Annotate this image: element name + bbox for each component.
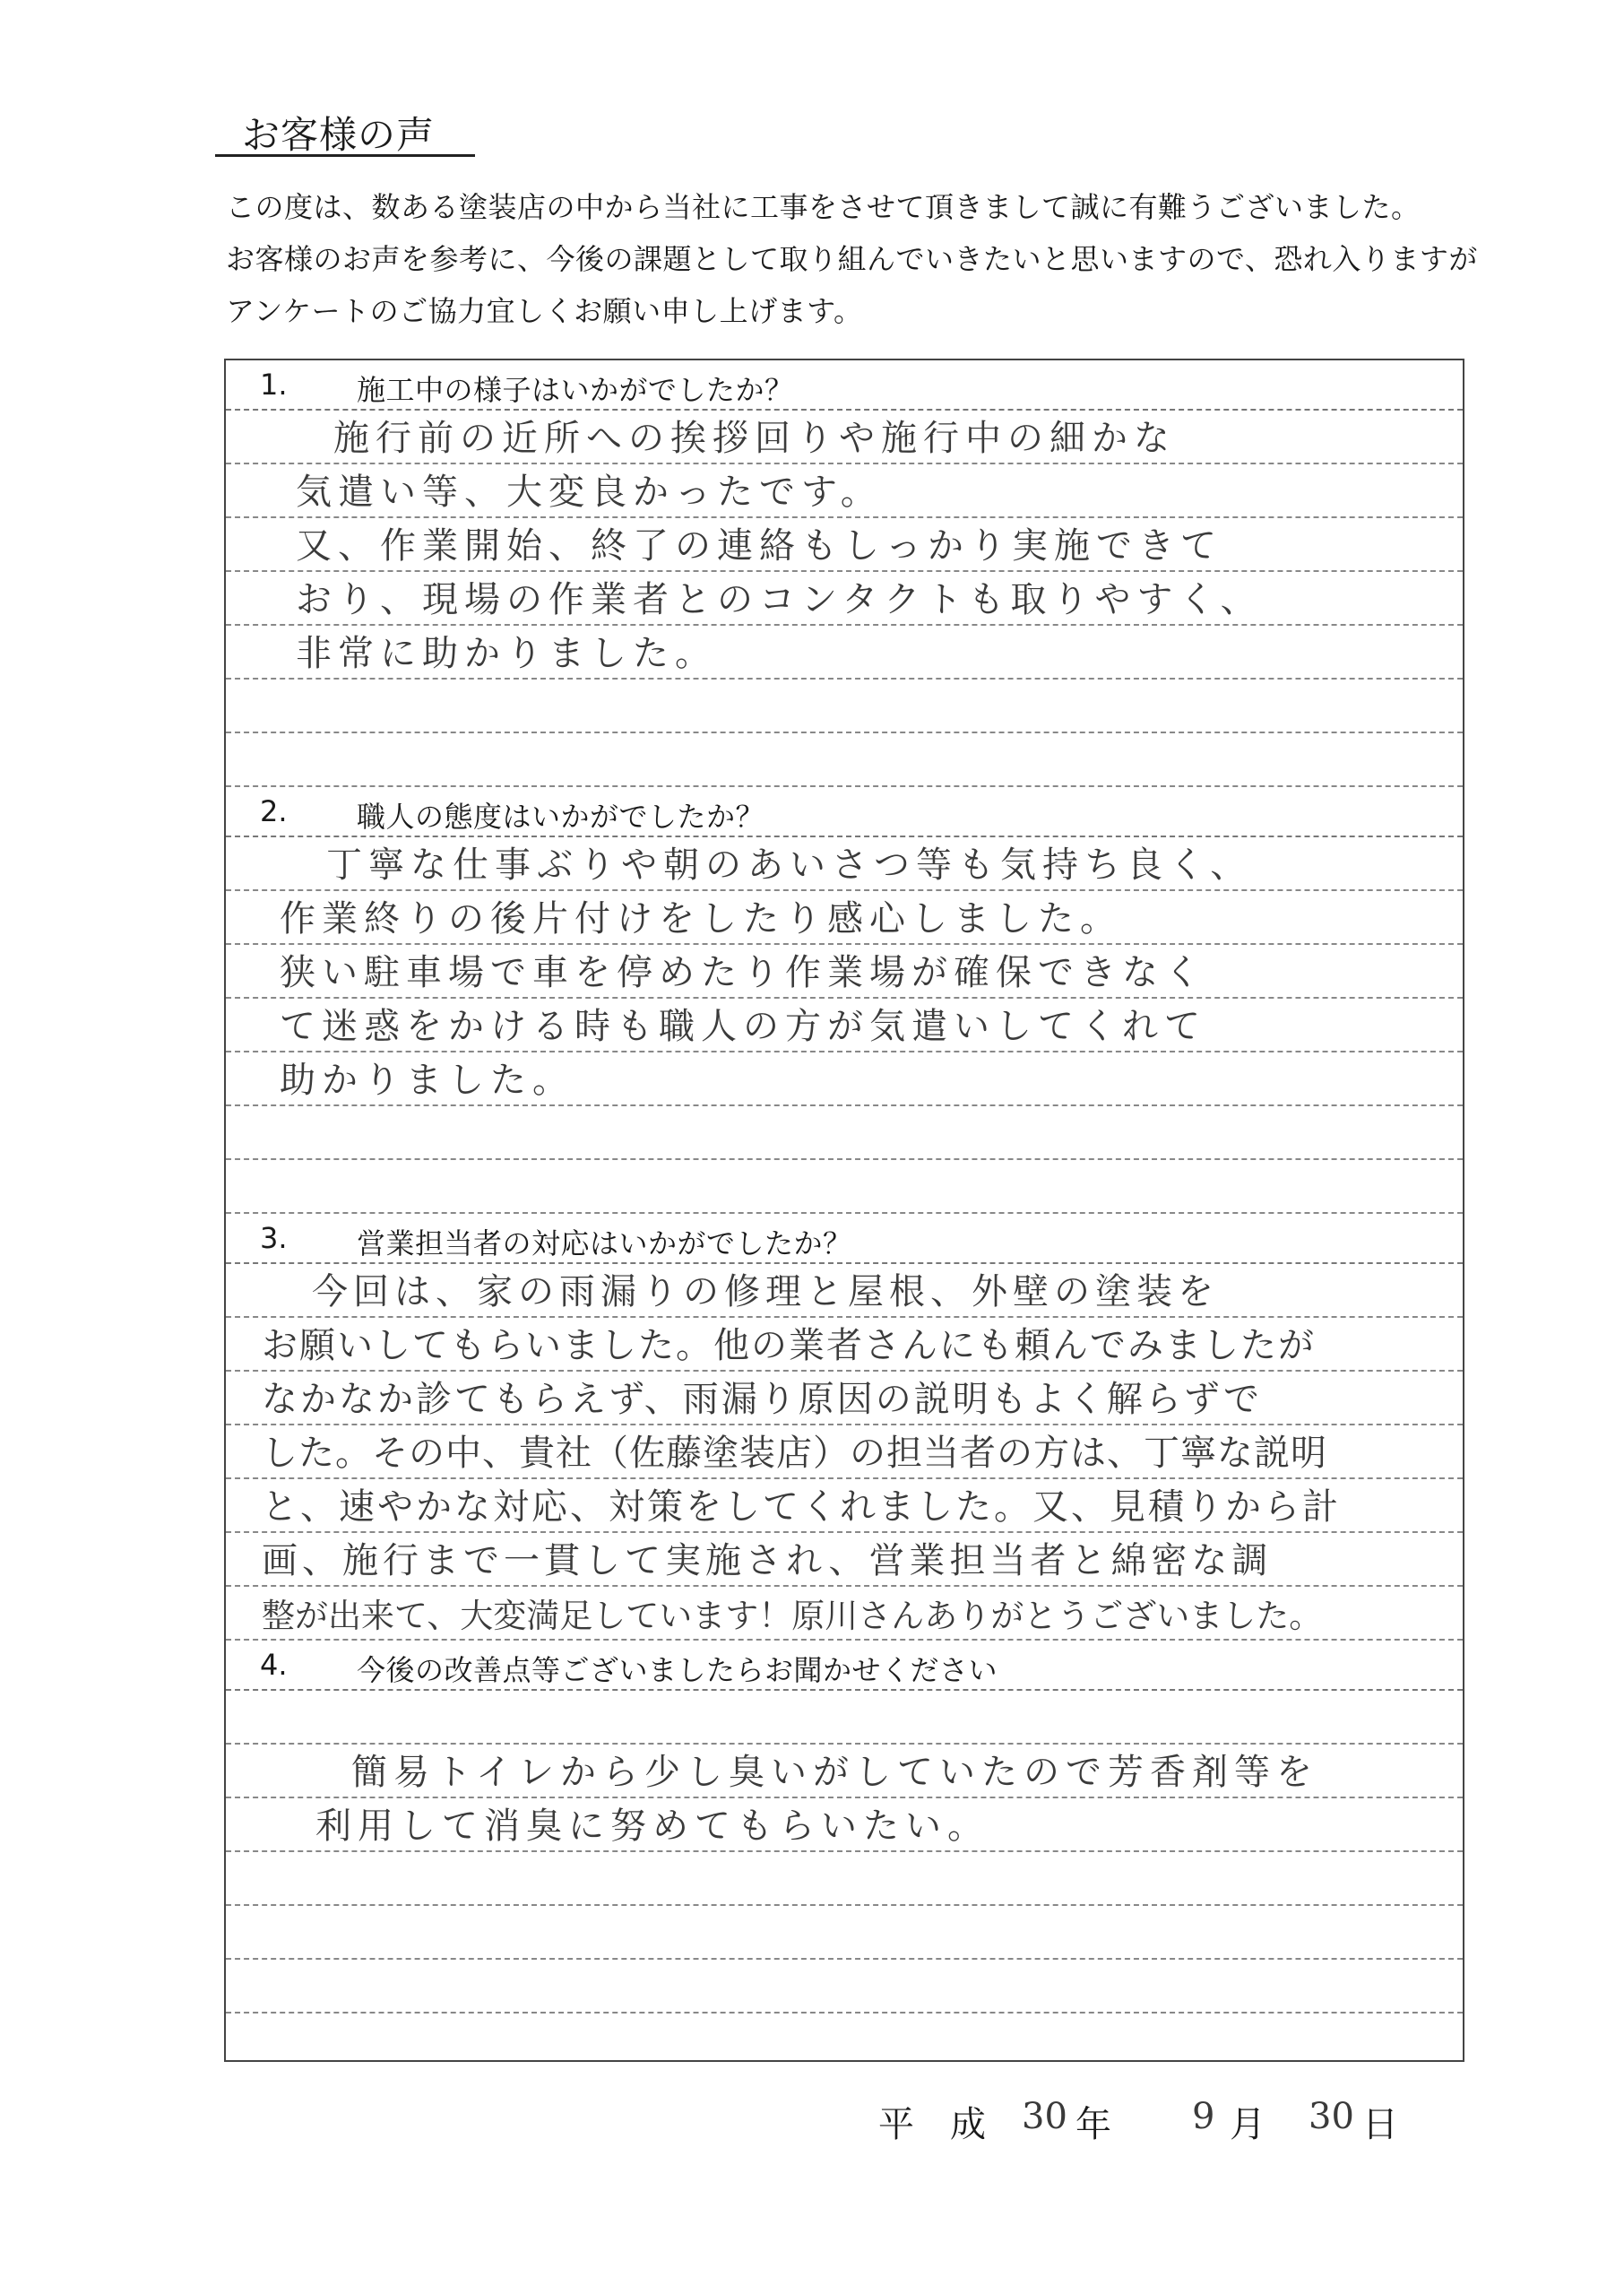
answer-line <box>226 837 1463 891</box>
answer-line <box>226 1533 1463 1587</box>
answer-line <box>226 411 1463 464</box>
question-text: 施工中の様子はいかがでしたか？ <box>357 373 794 407</box>
answer-line <box>226 733 1463 787</box>
answer-line <box>226 891 1463 945</box>
answer-line <box>226 680 1463 733</box>
question-number: 4. <box>260 1648 288 1682</box>
question-text: 職人の態度はいかがでしたか？ <box>357 800 765 834</box>
date-day: 30 <box>1309 2096 1354 2137</box>
intro-line: この度は、数ある塗装店の中から当社に工事をさせて頂きまして誠に有難うございました。 <box>226 190 1421 224</box>
handwritten-answer: と、速やかな対応、対策をしてくれました。又、見積りから計 <box>262 1486 1341 1528</box>
answer-line <box>226 1479 1463 1533</box>
handwritten-answer: て迷惑をかける時も職人の方が気遣いしてくれて <box>280 1006 1206 1047</box>
handwritten-answer: 気遣い等、大変良かったです。 <box>296 472 883 513</box>
date-year-unit: 年 <box>1075 2104 1111 2145</box>
answer-line <box>226 999 1463 1052</box>
answer-line <box>226 945 1463 999</box>
handwritten-answer: 助かりました。 <box>280 1060 574 1101</box>
handwritten-answer: おり、現場の作業者とのコンタクトも取りやすく、 <box>296 579 1263 620</box>
handwritten-answer: なかなか診てもらえず、雨漏り原因の説明もよく解らずで <box>262 1379 1262 1420</box>
handwritten-answer: 施行前の近所への挨拶回りや施行中の細かな <box>333 418 1176 459</box>
date-month-unit: 月 <box>1230 2104 1266 2145</box>
handwritten-answer: 整が出来て、大変満足しています！原川さんありがとうございました。 <box>262 1597 1323 1635</box>
answer-line <box>226 518 1463 572</box>
answer-line <box>226 572 1463 626</box>
question-2-header <box>226 787 1463 837</box>
answer-line <box>226 1691 1463 1745</box>
answer-line <box>226 1318 1463 1372</box>
question-text: 営業担当者の対応はいかがでしたか？ <box>357 1226 852 1260</box>
survey-form <box>224 359 1464 2062</box>
handwritten-answer: 今回は、家の雨漏りの修理と屋根、外壁の塗装を <box>312 1271 1219 1312</box>
answer-line <box>226 1906 1463 1960</box>
answer-line <box>226 1106 1463 1160</box>
question-4-header <box>226 1641 1463 1691</box>
handwritten-answer: 画、施行まで一貫して実施され、営業担当者と綿密な調 <box>262 1540 1273 1581</box>
answer-line <box>226 626 1463 680</box>
answer-line <box>226 1798 1463 1852</box>
intro-line: アンケートのご協力宜しくお願い申し上げます。 <box>226 294 863 328</box>
question-text: 今後の改善点等ございましたらお聞かせください <box>357 1653 998 1687</box>
answer-line <box>226 1587 1463 1641</box>
title-underline <box>215 154 475 157</box>
answer-line <box>226 1052 1463 1106</box>
handwritten-answer: 丁寧な仕事ぶりや朝のあいさつ等も気持ち良く、 <box>326 844 1253 886</box>
question-number: 3. <box>260 1221 288 1255</box>
date-month: 9 <box>1192 2096 1215 2137</box>
date-era: 平 成 <box>878 2104 986 2145</box>
question-3-header <box>226 1214 1463 1264</box>
question-1-header <box>226 360 1463 411</box>
handwritten-answer: 利用して消臭に努めてもらいたい。 <box>315 1806 989 1847</box>
answer-line <box>226 1425 1463 1479</box>
handwritten-answer: お願いしてもらいました。他の業者さんにも頼んでみましたが <box>262 1325 1316 1366</box>
answer-line <box>226 1960 1463 2014</box>
answer-line <box>226 1852 1463 1906</box>
intro-line: お客様のお声を参考に、今後の課題として取り組んでいきたいと思いますので、恐れ入りますが <box>226 242 1478 276</box>
answer-line <box>226 1372 1463 1425</box>
question-number: 2. <box>260 794 288 828</box>
handwritten-answer: 非常に助かりました。 <box>296 633 717 674</box>
answer-line <box>226 464 1463 518</box>
answer-line <box>226 1160 1463 1214</box>
answer-line <box>226 1264 1463 1318</box>
page-title: お客様の声 <box>242 113 436 157</box>
intro-text <box>226 181 1507 337</box>
answer-line <box>226 1745 1463 1798</box>
handwritten-answer: した。その中、貴社（佐藤塗装店）の担当者の方は、丁寧な説明 <box>262 1433 1327 1474</box>
date-year: 30 <box>1022 2096 1067 2137</box>
date-day-unit: 日 <box>1362 2104 1398 2145</box>
handwritten-answer: 又、作業開始、終了の連絡もしっかり実施できて <box>296 525 1222 567</box>
handwritten-answer: 作業終りの後片付けをしたり感心しました。 <box>280 898 1122 940</box>
question-number: 1. <box>260 368 288 402</box>
handwritten-answer: 簡易トイレから少し臭いがしていたので芳香剤等を <box>351 1752 1318 1793</box>
handwritten-answer: 狭い駐車場で車を停めたり作業場が確保できなく <box>280 952 1206 993</box>
